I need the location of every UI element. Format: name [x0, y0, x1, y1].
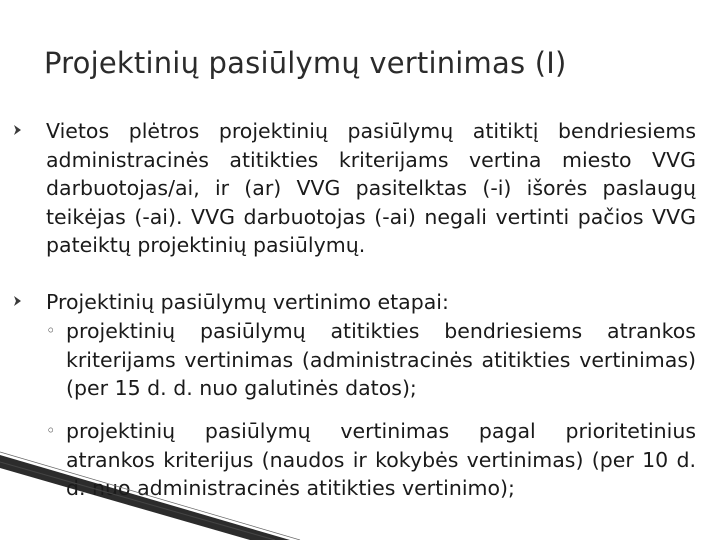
bullet-text-etapai: Projektinių pasiūlymų vertinimo etapai:: [46, 290, 449, 314]
sub-item-text: projektinių pasiūlymų atitikties bendriesiems atrankos kriterijams vertinimas (administracinės atitikties vertinimas) (per 15 d. d. nuo galutinės datos);: [66, 319, 696, 400]
circle-bullet-icon: ◦: [46, 321, 56, 340]
slide-title: Projektinių pasiūlymų vertinimas (I): [44, 46, 567, 80]
sub-item-text: projektinių pasiūlymų vertinimas pagal prioritetinius atrankos kriterijus (naudos ir kokybės vertinimas) (per 10 d. d. nuo administracinės atitikties vertinimo);: [66, 419, 696, 500]
bullet-text-vietos: Vietos plėtros projektinių pasiūlymų atitiktį bendriesiems administracinės atitikties kriterijams vertina miesto VVG darbuotojas/ai, ir (ar) VVG pasitelktas (-i) išorės paslaugų teikėjas (-ai). VVG darbuotojas (-ai) negali vertinti pačios VVG pateiktų projektinių pasiūlymų.: [46, 119, 696, 257]
circle-bullet-icon: ◦: [46, 421, 56, 440]
